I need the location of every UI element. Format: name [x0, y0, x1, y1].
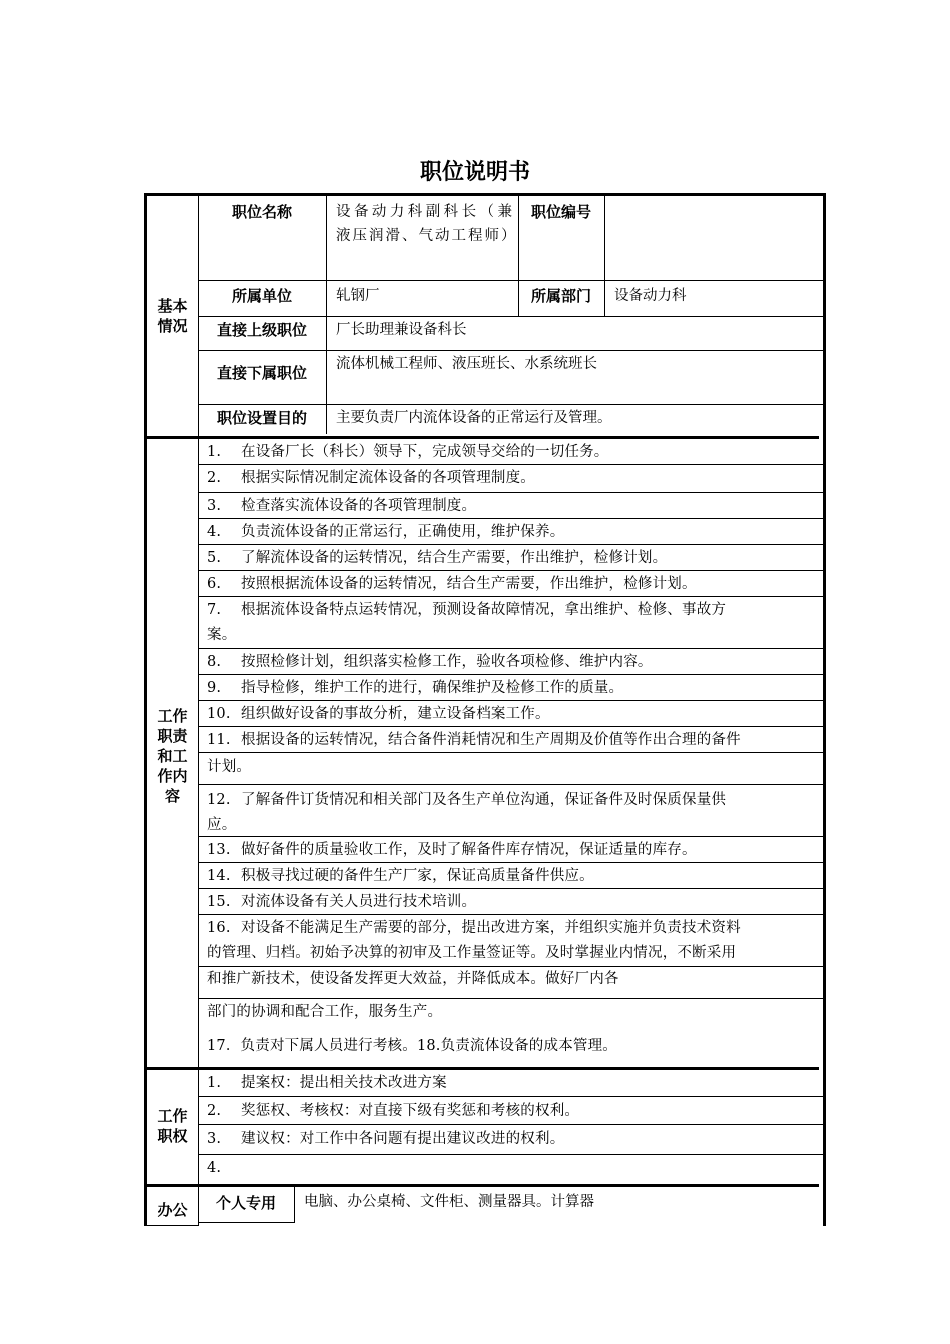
- dept-label: 所属部门: [530, 287, 591, 305]
- duty-item: 2. 根据实际情况制定流体设备的各项管理制度。: [207, 470, 535, 486]
- row-divider: [144, 1225, 199, 1226]
- row-divider: [198, 280, 823, 281]
- row-divider: [198, 1154, 823, 1155]
- row-divider: [198, 998, 823, 999]
- row-divider: [198, 1096, 823, 1097]
- purpose-value: 主要负责厂内流体设备的正常运行及管理。: [336, 410, 612, 426]
- duty-item: 5. 了解流体设备的运转情况，结合生产需要，作出维护，检修计划。: [207, 550, 668, 566]
- row-divider: [198, 1124, 823, 1125]
- row-divider: [198, 492, 823, 493]
- office-section-label: 办公: [157, 1201, 188, 1219]
- duty-item-continuation: 和推广新技术，使设备发挥更大效益，并降低成本。做好厂内各: [207, 971, 619, 987]
- dept-value: 设备动力科: [614, 288, 687, 304]
- authority-item: 2. 奖惩权、考核权：对直接下级有奖惩和考核的权利。: [207, 1103, 580, 1119]
- authority-item: 1. 提案权：提出相关技术改进方案: [207, 1075, 447, 1091]
- duty-item-continuation: 应。: [207, 817, 237, 833]
- unit-label: 所属单位: [231, 287, 292, 305]
- duty-item: 1. 在设备厂长（科长）领导下，完成领导交给的一切任务。: [207, 444, 609, 460]
- duty-item-continuation: 案。: [207, 627, 237, 643]
- authority-item: 4.: [207, 1160, 222, 1176]
- duty-item: 16. 对设备不能满足生产需要的部分，提出改进方案，并组织实施并负责技术资料: [207, 920, 741, 936]
- col-divider: [604, 196, 605, 317]
- section-separator: [147, 1184, 819, 1187]
- page-title: 职位说明书: [419, 160, 530, 185]
- duty-item: 12. 了解备件订货情况和相关部门及各生产单位沟通，保证备件及时保质保量供: [207, 792, 727, 808]
- duty-item: 4. 负责流体设备的正常运行，正确使用，维护保养。: [207, 524, 565, 540]
- duty-item: 11. 根据设备的运转情况，结合备件消耗情况和生产周期及价值等作出合理的备件: [207, 732, 741, 748]
- duty-item: 10. 组织做好设备的事故分析，建立设备档案工作。: [207, 706, 550, 722]
- duty-item: 15. 对流体设备有关人员进行技术培训。: [207, 894, 477, 910]
- duty-extra-line: 17．负责对下属人员进行考核。18.负责流体设备的成本管理。: [207, 1038, 618, 1054]
- row-divider: [198, 316, 823, 317]
- position-name-label: 职位名称: [231, 203, 292, 221]
- duty-item: 14. 积极寻找过硬的备件生产厂家，保证高质量备件供应。: [207, 868, 594, 884]
- purpose-label: 职位设置目的: [216, 409, 307, 427]
- row-divider: [198, 404, 823, 405]
- section-separator: [147, 1067, 819, 1070]
- duty-item: 6. 按照根据流体设备的运转情况，结合生产需要，作出维护，检修计划。: [207, 576, 697, 592]
- position-code-label: 职位编号: [530, 203, 591, 221]
- col-divider: [326, 196, 327, 434]
- personal-use-label: 个人专用: [215, 1194, 276, 1212]
- section-separator: [147, 436, 819, 439]
- row-divider: [198, 350, 823, 351]
- duty-item-continuation: 计划。: [207, 759, 252, 775]
- duty-item: 9. 指导检修，维护工作的进行，确保维护及检修工作的质量。: [207, 680, 624, 696]
- row-divider: [198, 648, 823, 649]
- personal-use-value: 电脑、办公桌椅、文件柜、测量器具。计算器: [304, 1194, 594, 1210]
- authority-item: 3. 建议权：对工作中各问题有提出建议改进的权利。: [207, 1131, 565, 1147]
- authority-section-label: 工作 职权: [157, 1107, 188, 1145]
- duty-item: 13. 做好备件的质量验收工作，及时了解备件库存情况，保证适量的库存。: [207, 842, 697, 858]
- row-divider: [198, 1222, 295, 1223]
- subordinate-value: 流体机械工程师、液压班长、水系统班长: [336, 356, 597, 372]
- duty-item: 3. 检查落实流体设备的各项管理制度。: [207, 498, 477, 514]
- duty-extra-line: 部门的协调和配合工作，服务生产。: [207, 1004, 443, 1020]
- col-divider: [294, 1187, 295, 1223]
- superior-label: 直接上级职位: [216, 321, 307, 339]
- duty-item: 8. 按照检修计划，组织落实检修工作，验收各项检修、维护内容。: [207, 654, 653, 670]
- duty-item: 7. 根据流体设备特点运转情况，预测设备故障情况，拿出维护、检修、事故方: [207, 602, 727, 618]
- subordinate-label: 直接下属职位: [216, 364, 307, 382]
- duties-section-label: 工作 职责 和工 作内 容: [157, 707, 188, 805]
- superior-value: 厂长助理兼设备科长: [336, 322, 467, 338]
- position-name-value: 设备动力科副科长（兼液压润滑、气动工程师）: [336, 204, 518, 244]
- unit-value: 轧钢厂: [336, 288, 380, 304]
- duty-item-continuation: 的管理、归档。初始予决算的初审及工作量签证等。及时掌握业内情况，不断采用: [207, 945, 737, 961]
- row-divider: [198, 784, 823, 785]
- basic-section-label: 基本 情况: [157, 297, 188, 335]
